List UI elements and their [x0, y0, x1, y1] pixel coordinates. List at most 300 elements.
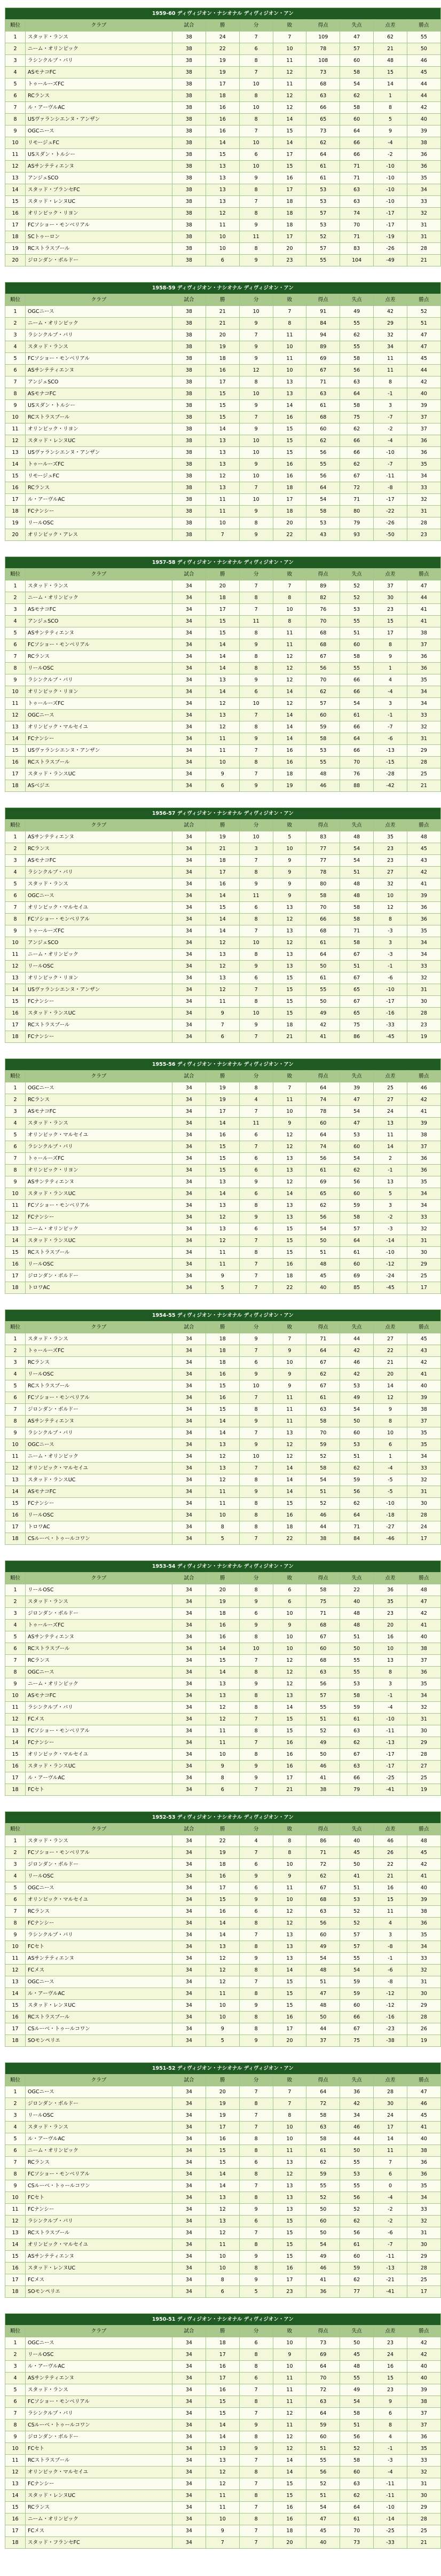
table-row	[5, 1259, 441, 1270]
club-cell: ル・アーヴルAC	[26, 1772, 172, 1784]
lost-cell: 12	[273, 1129, 306, 1141]
table-row	[5, 2157, 441, 2169]
points-cell: 27	[407, 1761, 440, 1772]
drawn-cell: 8	[239, 1510, 273, 1521]
won-cell: 15	[206, 1165, 239, 1176]
table-row	[5, 1082, 441, 1094]
drawn-cell: 8	[239, 2192, 273, 2204]
goals-against-cell: 51	[340, 1451, 374, 1463]
goals-against-cell: 56	[340, 2227, 374, 2239]
club-cell: オリンピック・リヨン	[26, 972, 172, 984]
position-cell: 2	[5, 592, 26, 604]
won-cell: 13	[206, 2455, 239, 2467]
goal-difference-cell: -17	[374, 208, 407, 219]
won-cell: 13	[206, 1223, 239, 1235]
goal-difference-cell: -4	[374, 686, 407, 698]
lost-cell: 16	[273, 1761, 306, 1772]
lost-cell: 13	[273, 376, 306, 388]
played-cell: 34	[172, 1486, 206, 1498]
goals-for-cell: 52	[306, 2478, 340, 2490]
table-row	[5, 890, 441, 902]
drawn-cell: 9	[239, 961, 273, 972]
table-row	[5, 208, 441, 219]
lost-cell: 17	[273, 1772, 306, 1784]
lost-cell: 10	[273, 604, 306, 616]
drawn-cell: 8	[239, 1631, 273, 1643]
header-position: 順位	[5, 1573, 26, 1584]
position-cell: 15	[5, 2502, 26, 2514]
played-cell: 34	[172, 1094, 206, 1106]
won-cell: 6	[206, 255, 239, 266]
won-cell: 13	[206, 1941, 239, 1953]
goal-difference-cell: -7	[374, 721, 407, 733]
goal-difference-cell: 5	[374, 1188, 407, 1200]
position-cell: 1	[5, 1082, 26, 1094]
position-cell: 10	[5, 937, 26, 949]
lost-cell: 14	[273, 721, 306, 733]
points-cell: 35	[407, 172, 440, 184]
points-cell: 34	[407, 686, 440, 698]
lost-cell: 15	[273, 996, 306, 1008]
position-cell: 7	[5, 1153, 26, 1165]
table-row	[5, 529, 441, 541]
table-row	[5, 2274, 441, 2286]
table-caption-row	[5, 8, 441, 20]
table-row	[5, 1106, 441, 1118]
goals-for-cell: 61	[306, 1165, 340, 1176]
points-cell: 45	[407, 1333, 440, 1345]
table-caption-row	[5, 2314, 441, 2326]
goals-against-cell: 60	[340, 114, 374, 125]
played-cell: 34	[172, 1521, 206, 1533]
points-cell: 47	[407, 2086, 440, 2098]
drawn-cell: 8	[239, 2396, 273, 2408]
goals-for-cell: 60	[306, 423, 340, 435]
points-cell: 29	[407, 2251, 440, 2263]
lost-cell: 20	[273, 517, 306, 529]
table-row	[5, 1188, 441, 1200]
played-cell: 34	[172, 1019, 206, 1031]
won-cell: 11	[206, 1259, 239, 1270]
goal-difference-cell: 14	[374, 2133, 407, 2145]
goals-for-cell: 70	[306, 616, 340, 627]
lost-cell: 13	[273, 1929, 306, 1941]
table-row	[5, 1451, 441, 1463]
lost-cell: 13	[273, 388, 306, 400]
played-cell: 38	[172, 435, 206, 447]
goals-against-cell: 58	[340, 902, 374, 914]
won-cell: 14	[206, 1427, 239, 1439]
goals-for-cell: 78	[306, 867, 340, 878]
club-cell: トゥールーズFC	[26, 1153, 172, 1165]
position-cell: 12	[5, 2216, 26, 2227]
drawn-cell: 7	[239, 1784, 273, 1796]
club-cell: FCソショー・モンベリアル	[26, 1200, 172, 1212]
goal-difference-cell: -23	[374, 2023, 407, 2035]
club-cell: トゥールーズFC	[26, 1345, 172, 1357]
drawn-cell: 8	[239, 996, 273, 1008]
lost-cell: 13	[273, 2204, 306, 2216]
won-cell: 12	[206, 1714, 239, 1725]
played-cell: 34	[172, 2216, 206, 2227]
goals-for-cell: 65	[306, 1188, 340, 1200]
header-position: 順位	[5, 820, 26, 831]
club-cell: FCソショー・モンベリアル	[26, 914, 172, 925]
lost-cell: 13	[273, 961, 306, 972]
season-title: 1957-58 ディヴィジオン・ナシオナル ディヴィジオン・アン	[5, 557, 441, 569]
header-position: 順位	[5, 20, 26, 32]
won-cell: 19	[206, 67, 239, 78]
club-cell: USヴァランシエンヌ・アンザン	[26, 447, 172, 459]
played-cell: 34	[172, 2408, 206, 2420]
won-cell: 14	[206, 2420, 239, 2431]
goals-for-cell: 70	[306, 2373, 340, 2384]
goals-against-cell: 64	[340, 1235, 374, 1247]
club-cell: ラシンクルブ・パリ	[26, 329, 172, 341]
goals-for-cell: 62	[306, 137, 340, 149]
won-cell: 8	[206, 1521, 239, 1533]
table-caption-row	[5, 282, 441, 294]
points-cell: 31	[407, 219, 440, 231]
lost-cell: 9	[273, 1620, 306, 1631]
table-row	[5, 400, 441, 412]
won-cell: 24	[206, 32, 239, 43]
points-cell: 34	[407, 2192, 440, 2204]
played-cell: 34	[172, 1608, 206, 1620]
won-cell: 21	[206, 306, 239, 318]
lost-cell: 8	[273, 616, 306, 627]
goals-against-cell: 84	[340, 1533, 374, 1545]
position-cell: 17	[5, 2525, 26, 2537]
won-cell: 16	[206, 1631, 239, 1643]
table-row	[5, 604, 441, 616]
lost-cell: 16	[273, 2012, 306, 2023]
goals-for-cell: 58	[306, 890, 340, 902]
goals-against-cell: 42	[340, 1369, 374, 1380]
club-cell: スタッド・ランス	[26, 2384, 172, 2396]
goal-difference-cell: -4	[374, 137, 407, 149]
season-table-block	[5, 2313, 429, 2549]
won-cell: 8	[206, 2274, 239, 2286]
position-cell: 17	[5, 1521, 26, 1533]
goals-for-cell: 72	[306, 2384, 340, 2396]
table-row	[5, 937, 441, 949]
position-cell: 8	[5, 2420, 26, 2431]
goals-for-cell: 73	[306, 2337, 340, 2349]
position-cell: 5	[5, 1882, 26, 1894]
position-cell: 13	[5, 447, 26, 459]
position-cell: 2	[5, 2349, 26, 2361]
header-played: 試合	[172, 1573, 206, 1584]
table-row	[5, 1141, 441, 1153]
goals-against-cell: 61	[340, 2239, 374, 2251]
goal-difference-cell: -13	[374, 745, 407, 757]
points-cell: 17	[407, 2286, 440, 2298]
won-cell: 13	[206, 1678, 239, 1690]
goal-difference-cell: -16	[374, 1008, 407, 1019]
header-goal-difference: 点差	[374, 2075, 407, 2086]
drawn-cell: 9	[239, 400, 273, 412]
lost-cell: 16	[273, 459, 306, 470]
played-cell: 34	[172, 984, 206, 996]
goals-against-cell: 79	[340, 1784, 374, 1796]
club-cell: リールOSC	[26, 1871, 172, 1882]
goal-difference-cell: -22	[374, 506, 407, 517]
points-cell: 28	[407, 1510, 440, 1521]
table-row	[5, 376, 441, 388]
played-cell: 34	[172, 949, 206, 961]
won-cell: 17	[206, 376, 239, 388]
table-row	[5, 768, 441, 780]
played-cell: 34	[172, 2525, 206, 2537]
goals-against-cell: 55	[340, 663, 374, 674]
goal-difference-cell: 10	[374, 890, 407, 902]
header-position: 順位	[5, 294, 26, 306]
club-cell: RCストラスブール	[26, 1019, 172, 1031]
position-cell: 5	[5, 78, 26, 90]
drawn-cell: 8	[239, 2361, 273, 2373]
goals-for-cell: 62	[306, 686, 340, 698]
goals-against-cell: 66	[340, 674, 374, 686]
goals-against-cell: 64	[340, 388, 374, 400]
won-cell: 13	[206, 2192, 239, 2204]
won-cell: 15	[206, 2408, 239, 2420]
played-cell: 38	[172, 196, 206, 208]
points-cell: 41	[407, 1871, 440, 1882]
header-drawn: 分	[239, 2075, 273, 2086]
header-goals-for: 得点	[306, 1573, 340, 1584]
goal-difference-cell: 27	[374, 867, 407, 878]
position-cell: 1	[5, 306, 26, 318]
lost-cell: 15	[273, 2239, 306, 2251]
won-cell: 18	[206, 1859, 239, 1871]
position-cell: 2	[5, 1596, 26, 1608]
played-cell: 34	[172, 1439, 206, 1451]
goals-for-cell: 48	[306, 1965, 340, 1976]
lost-cell: 15	[273, 2478, 306, 2490]
lost-cell: 15	[273, 435, 306, 447]
table-row	[5, 43, 441, 55]
goals-for-cell: 68	[306, 78, 340, 90]
goal-difference-cell: -6	[374, 1965, 407, 1976]
table-row	[5, 2000, 441, 2012]
won-cell: 14	[206, 686, 239, 698]
position-cell: 9	[5, 925, 26, 937]
club-cell: ラシンクルブ・パリ	[26, 55, 172, 67]
drawn-cell: 8	[239, 2098, 273, 2110]
goal-difference-cell: -4	[374, 435, 407, 447]
won-cell: 7	[206, 2537, 239, 2549]
won-cell: 10	[206, 1749, 239, 1761]
position-cell: 4	[5, 867, 26, 878]
won-cell: 12	[206, 208, 239, 219]
goals-against-cell: 62	[340, 1737, 374, 1749]
lost-cell: 23	[273, 2286, 306, 2298]
won-cell: 12	[206, 1212, 239, 1223]
points-cell: 32	[407, 1965, 440, 1976]
goal-difference-cell: 8	[374, 2420, 407, 2431]
club-cell: FCソショー・モンベリアル	[26, 353, 172, 365]
header-points: 勝点	[407, 20, 440, 32]
table-row	[5, 1463, 441, 1474]
goals-for-cell: 50	[306, 2227, 340, 2239]
club-cell: スタッド・フランセFC	[26, 2537, 172, 2549]
goal-difference-cell: -11	[374, 1725, 407, 1737]
table-row	[5, 2239, 441, 2251]
played-cell: 34	[172, 2227, 206, 2239]
points-cell: 40	[407, 1380, 440, 1392]
position-cell: 15	[5, 196, 26, 208]
points-cell: 41	[407, 1106, 440, 1118]
points-cell: 39	[407, 890, 440, 902]
goal-difference-cell: -17	[374, 494, 407, 506]
goal-difference-cell: -18	[374, 1510, 407, 1521]
goal-difference-cell: 48	[374, 55, 407, 67]
goal-difference-cell: -17	[374, 996, 407, 1008]
header-drawn: 分	[239, 569, 273, 580]
club-cell: FCナンシー	[26, 2478, 172, 2490]
club-cell: FCメス	[26, 2525, 172, 2537]
goals-against-cell: 45	[340, 2349, 374, 2361]
goals-against-cell: 63	[340, 376, 374, 388]
goals-against-cell: 64	[340, 1510, 374, 1521]
goal-difference-cell: -2	[374, 149, 407, 161]
position-cell: 13	[5, 1474, 26, 1486]
points-cell: 45	[407, 67, 440, 78]
table-row	[5, 435, 441, 447]
lost-cell: 14	[273, 710, 306, 721]
table-header-row	[5, 1573, 441, 1584]
club-cell: スタッド・ランス	[26, 1835, 172, 1847]
table-row	[5, 663, 441, 674]
played-cell: 34	[172, 674, 206, 686]
won-cell: 13	[206, 972, 239, 984]
drawn-cell: 10	[239, 78, 273, 90]
played-cell: 38	[172, 90, 206, 102]
position-cell: 20	[5, 255, 26, 266]
club-cell: ASモナコFC	[26, 67, 172, 78]
played-cell: 34	[172, 2169, 206, 2180]
goals-for-cell: 54	[306, 1953, 340, 1965]
lost-cell: 20	[273, 2035, 306, 2047]
goals-against-cell: 49	[340, 1392, 374, 1404]
played-cell: 34	[172, 1357, 206, 1369]
points-cell: 28	[407, 517, 440, 529]
position-cell: 5	[5, 1380, 26, 1392]
points-cell: 29	[407, 2000, 440, 2012]
club-cell: ASモナコFC	[26, 855, 172, 867]
position-cell: 6	[5, 890, 26, 902]
table-row	[5, 2455, 441, 2467]
goals-for-cell: 44	[306, 2023, 340, 2035]
goals-against-cell: 57	[340, 43, 374, 55]
goals-against-cell: 45	[340, 1847, 374, 1859]
drawn-cell: 4	[239, 1094, 273, 1106]
played-cell: 34	[172, 1333, 206, 1345]
standings-table	[5, 1309, 441, 1545]
club-cell: ジロンダン・ボルドー	[26, 2098, 172, 2110]
table-row	[5, 1772, 441, 1784]
lost-cell: 12	[273, 1439, 306, 1451]
goals-for-cell: 60	[306, 1929, 340, 1941]
goal-difference-cell: 8	[374, 102, 407, 114]
lost-cell: 18	[273, 482, 306, 494]
lost-cell: 15	[273, 2251, 306, 2263]
goals-for-cell: 76	[306, 604, 340, 616]
won-cell: 9	[206, 2023, 239, 2035]
points-cell: 37	[407, 412, 440, 423]
goal-difference-cell: -10	[374, 984, 407, 996]
goal-difference-cell: -26	[374, 517, 407, 529]
played-cell: 34	[172, 1510, 206, 1521]
lost-cell: 10	[273, 1608, 306, 1620]
goals-against-cell: 64	[340, 2502, 374, 2514]
table-row	[5, 1596, 441, 1608]
drawn-cell: 6	[239, 1188, 273, 1200]
won-cell: 14	[206, 423, 239, 435]
club-cell: オリンピック・リヨン	[26, 1165, 172, 1176]
won-cell: 12	[206, 1953, 239, 1965]
position-cell: 4	[5, 1871, 26, 1882]
header-lost: 敗	[273, 569, 306, 580]
played-cell: 34	[172, 2490, 206, 2502]
goal-difference-cell: -19	[374, 231, 407, 243]
won-cell: 9	[206, 1270, 239, 1282]
table-row	[5, 1176, 441, 1188]
header-played: 試合	[172, 2326, 206, 2337]
lost-cell: 11	[273, 639, 306, 651]
lost-cell: 10	[273, 43, 306, 55]
position-cell: 15	[5, 2251, 26, 2263]
position-cell: 14	[5, 2490, 26, 2502]
drawn-cell: 9	[239, 1333, 273, 1345]
drawn-cell: 8	[239, 1690, 273, 1702]
club-cell: スタッド・ランス	[26, 1118, 172, 1129]
position-cell: 10	[5, 2443, 26, 2455]
points-cell: 25	[407, 2525, 440, 2537]
lost-cell: 15	[273, 2227, 306, 2239]
club-cell: RCランス	[26, 2502, 172, 2514]
table-row	[5, 1620, 441, 1631]
drawn-cell: 7	[239, 1976, 273, 1988]
position-cell: 11	[5, 1702, 26, 1714]
table-row	[5, 996, 441, 1008]
points-cell: 38	[407, 1404, 440, 1416]
goals-for-cell: 62	[306, 1200, 340, 1212]
position-cell: 4	[5, 2122, 26, 2133]
goals-for-cell: 63	[306, 90, 340, 102]
goals-for-cell: 75	[306, 1596, 340, 1608]
played-cell: 38	[172, 423, 206, 435]
points-cell: 45	[407, 353, 440, 365]
played-cell: 34	[172, 2286, 206, 2298]
goal-difference-cell: -12	[374, 2000, 407, 2012]
position-cell: 3	[5, 329, 26, 341]
played-cell: 34	[172, 2263, 206, 2274]
played-cell: 34	[172, 745, 206, 757]
points-cell: 34	[407, 1451, 440, 1463]
goals-for-cell: 61	[306, 937, 340, 949]
drawn-cell: 7	[239, 2537, 273, 2549]
position-cell: 14	[5, 184, 26, 196]
played-cell: 34	[172, 925, 206, 937]
goal-difference-cell: 15	[374, 67, 407, 78]
header-lost: 敗	[273, 1573, 306, 1584]
won-cell: 16	[206, 365, 239, 376]
table-row	[5, 2023, 441, 2035]
won-cell: 14	[206, 2180, 239, 2192]
drawn-cell: 11	[239, 231, 273, 243]
